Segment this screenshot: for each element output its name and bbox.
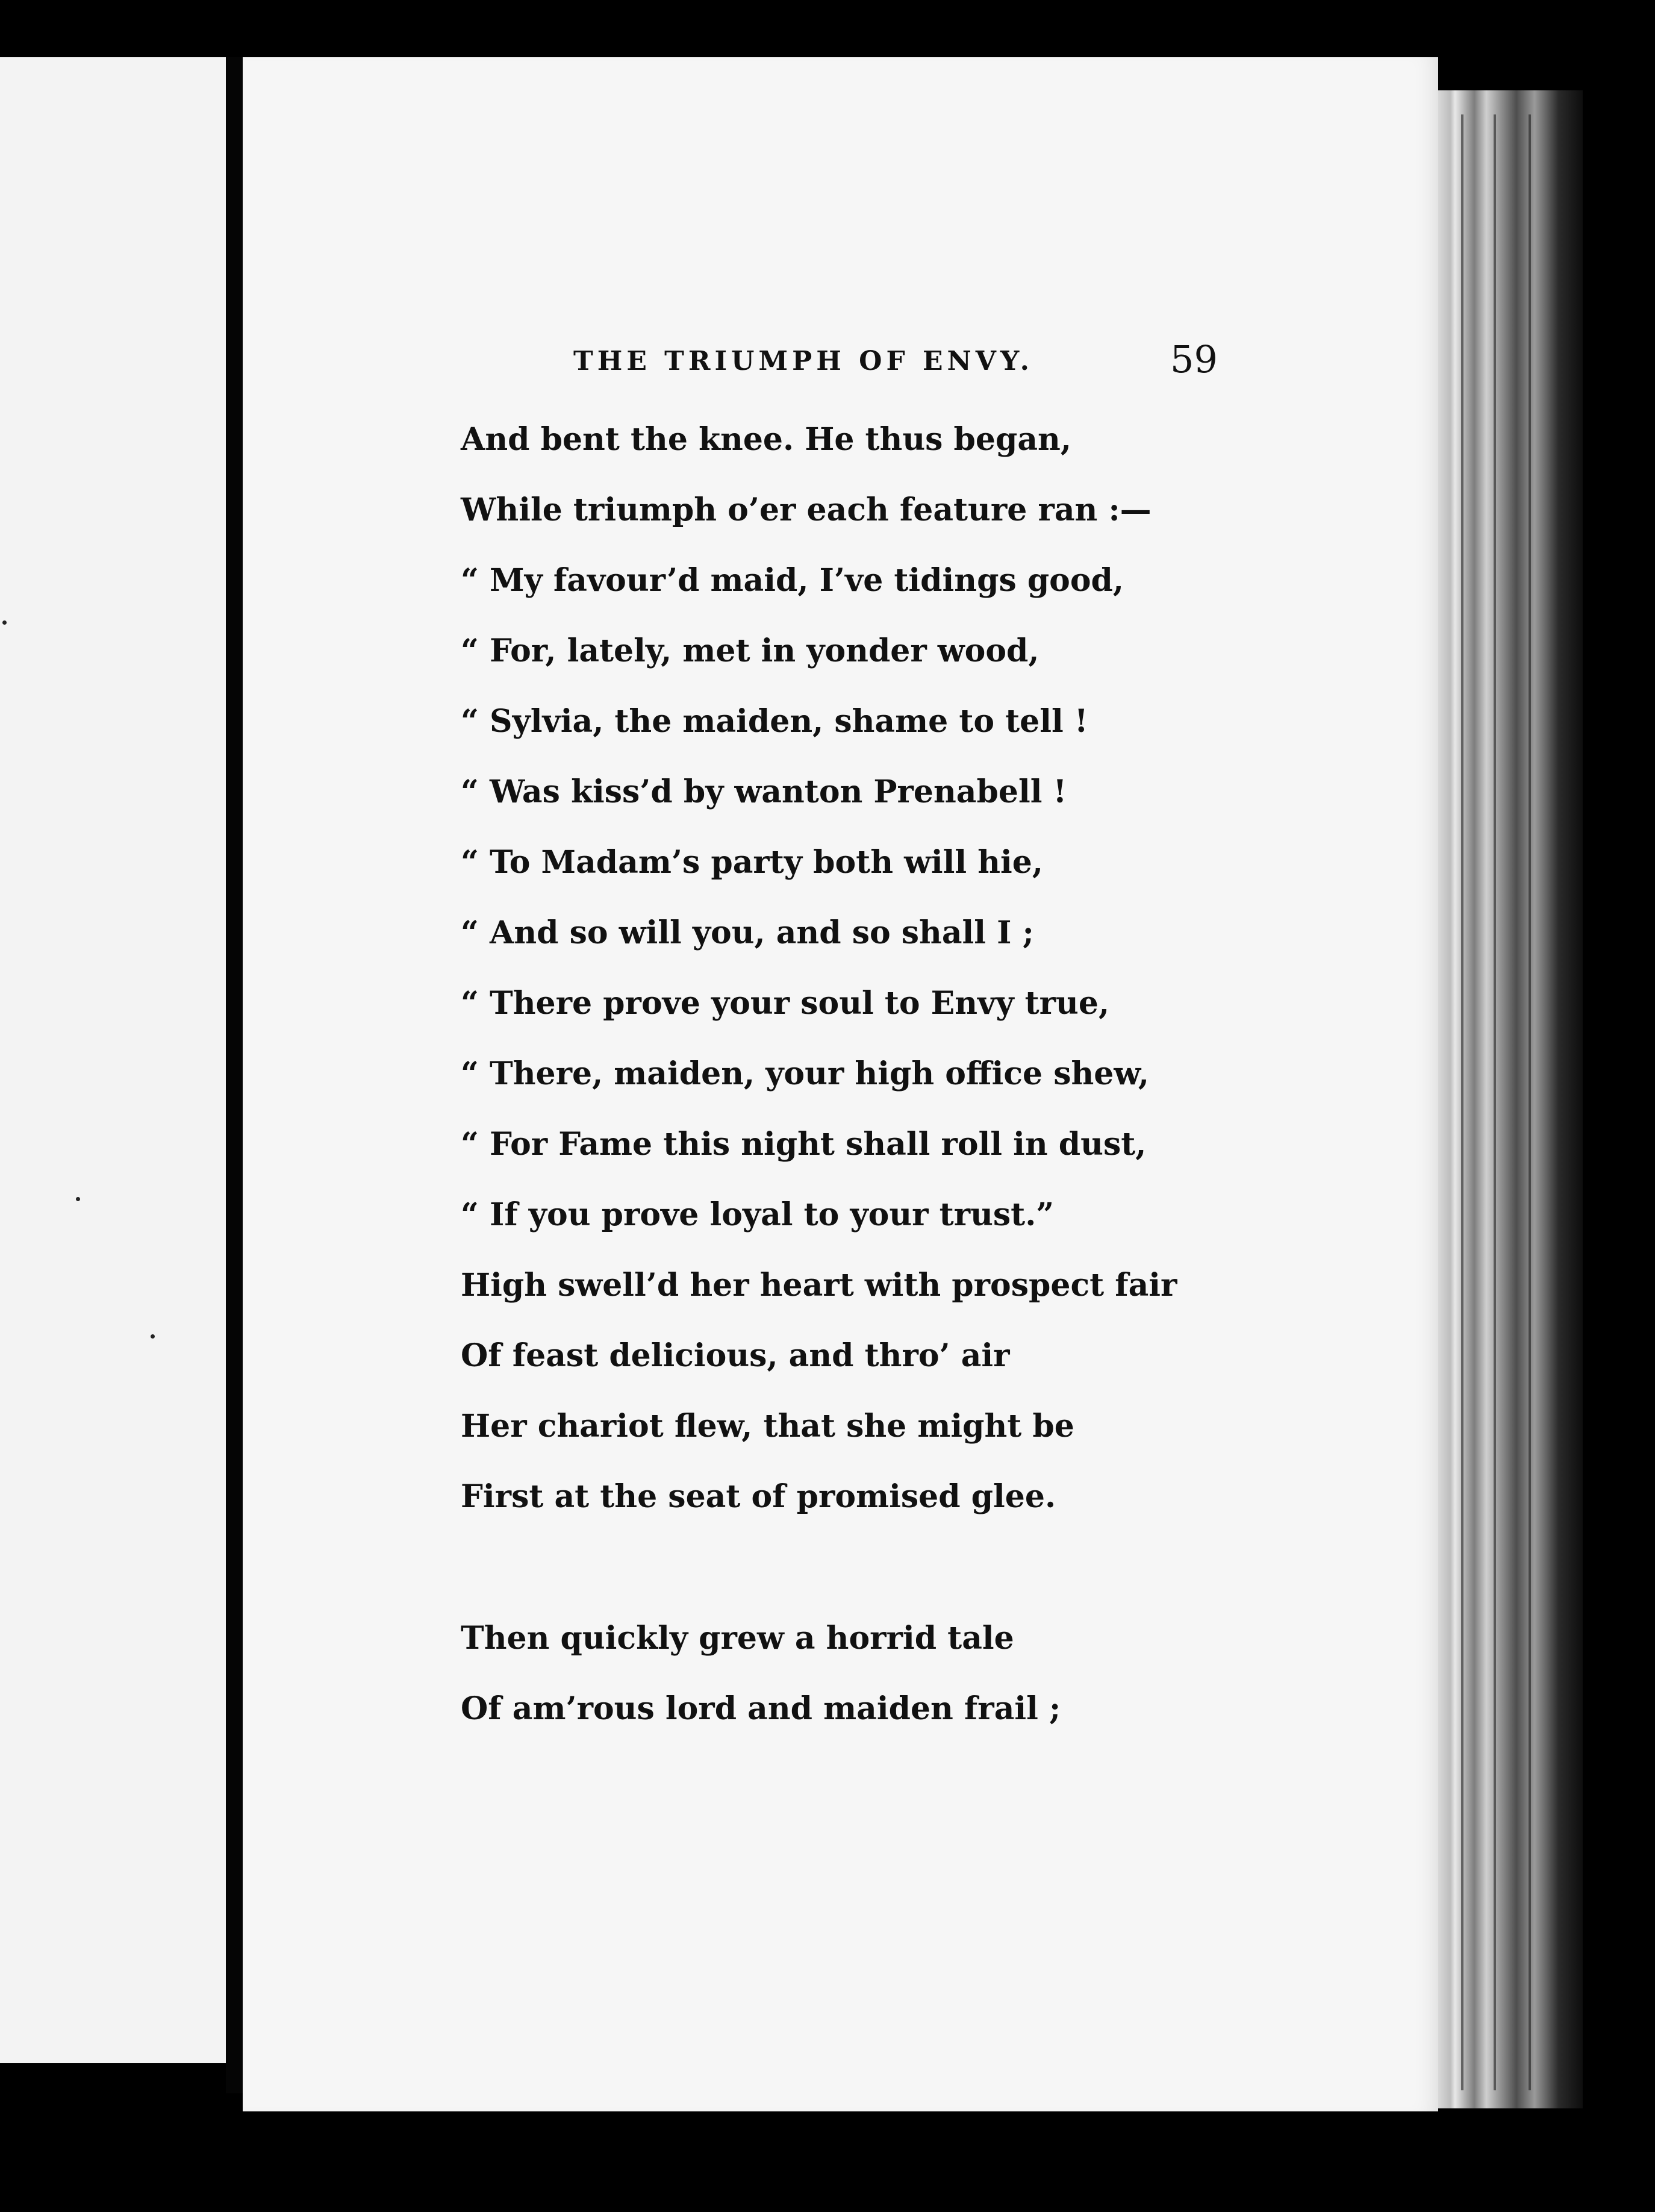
verse-line: “ There prove your soul to Envy true, (461, 985, 1110, 1022)
verse-line: Her chariot flew, that she might be (461, 1408, 1074, 1445)
verse-line: “ Was kiss’d by wanton Prenabell ! (461, 773, 1067, 810)
stanza-break (461, 1542, 1147, 1613)
verse-line: First at the seat of promised glee. (461, 1478, 1056, 1515)
verse-line: Then quickly grew a horrid tale (461, 1620, 1014, 1657)
speck (76, 1197, 80, 1201)
verse-line: “ Sylvia, the maiden, shame to tell ! (461, 703, 1088, 740)
verse-line: “ To Madam’s party both will hie, (461, 844, 1043, 881)
verse-line: “ There, maiden, your high office shew, (461, 1055, 1150, 1092)
page-edge-line (1461, 114, 1463, 2090)
speck (2, 620, 7, 625)
page-edges (1438, 90, 1583, 2108)
poem-text (461, 414, 1177, 1754)
verse-line: High swell’d her heart with prospect fair (461, 1267, 1177, 1304)
speck (151, 1334, 155, 1339)
page-edge-line (1529, 114, 1531, 2090)
verse-line: And bent the knee. He thus began, (461, 421, 1071, 458)
running-title: THE TRIUMPH OF ENVY. (573, 346, 1033, 376)
page-header (573, 337, 1248, 392)
verse-line: Of feast delicious, and thro’ air (461, 1337, 1010, 1374)
verse-line: “ For, lately, met in yonder wood, (461, 633, 1039, 669)
verse-line: Of am’rous lord and maiden frail ; (461, 1690, 1061, 1727)
page-edge-line (1494, 114, 1496, 2090)
facing-page-left (0, 57, 226, 2063)
verse-line: “ If you prove loyal to your trust.” (461, 1196, 1055, 1233)
verse-line: “ My favour’d maid, I’ve tidings good, (461, 562, 1124, 599)
book-gutter (226, 57, 243, 2093)
verse-line: “ And so will you, and so shall I ; (461, 914, 1034, 951)
verse-line: “ For Fame this night shall roll in dust, (461, 1126, 1147, 1163)
page-number: 59 (1170, 337, 1218, 381)
verse-line: While triumph o’er each feature ran :— (461, 492, 1152, 528)
